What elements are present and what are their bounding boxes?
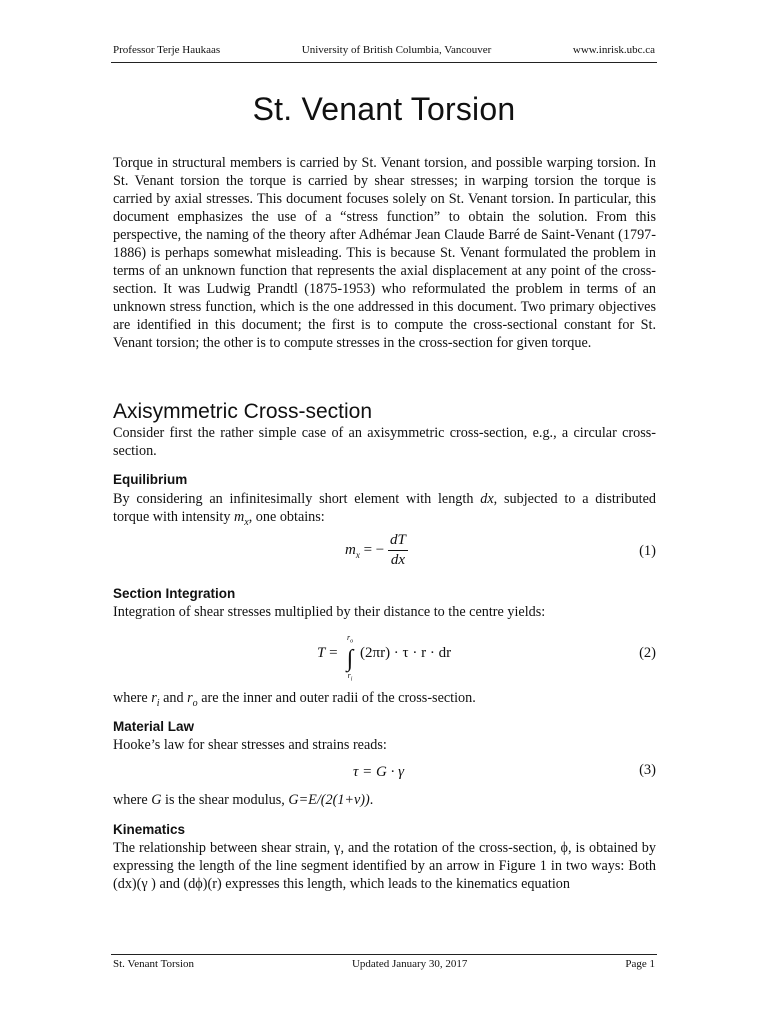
material-after-paragraph: where G is the shear modulus, G=E/(2(1+ν)). bbox=[113, 792, 374, 808]
equilibrium-paragraph: By considering an infinitesimally short element with length dx, subjected to a distributed torque with intensity $m_x$, one obtains: bbox=[113, 491, 656, 528]
page-header bbox=[113, 44, 655, 60]
integration-after-paragraph: where $r_i$ and $r_o$ are the inner and outer radii of the cross-section. bbox=[113, 690, 476, 709]
footer-rule bbox=[111, 954, 657, 955]
integration-paragraph: Integration of shear stresses multiplied by their distance to the centre yields: bbox=[113, 604, 546, 620]
kinematics-paragraph: The relationship between shear strain, γ, and the rotation of the cross-section, ϕ, is obtained by expressing the length of the line segment identified by an arrow in Figure 1 in two ways: Both (dx)(γ ) and (dϕ)(r) expresses this length, which leads to the kinematics equation bbox=[113, 840, 656, 892]
header-website: www.inrisk.ubc.ca bbox=[572, 44, 655, 56]
material-paragraph: Hooke’s law for shear stresses and strains reads: bbox=[113, 737, 387, 753]
equation-number-2: (2) bbox=[639, 645, 656, 661]
document-title: St. Venant Torsion bbox=[252, 91, 516, 127]
subheading-material-law: Material Law bbox=[113, 719, 195, 734]
header-rule bbox=[111, 62, 657, 63]
equation-number-1: (1) bbox=[639, 543, 656, 559]
subheading-kinematics: Kinematics bbox=[113, 822, 186, 837]
page-footer bbox=[113, 958, 655, 974]
axisymmetric-paragraph: Consider first the rather simple case of an axisymmetric cross-section, e.g., a circular cross-section. bbox=[113, 425, 656, 459]
header-author: Professor Terje Haukaas bbox=[113, 44, 221, 56]
integral-sign: ∫ bbox=[346, 645, 354, 672]
intro-paragraph: Torque in structural members is carried by St. Venant torsion, and possible warping torsion. In St. Venant torsion the torque is carried by shear stresses; in warping torsion the torque is carried by axial stresses. This document focuses solely on St. Venant torsion. In particular, this document emphasizes the use of a “stress function” to obtain the solution. From this perspective, the naming of the theory after Adhémar Jean Claude Barré de Saint-Venant (1797-1886) is perhaps somewhat misleading. This is because St. Venant formulated the problem in terms of an unknown function that represents the axial displacement at any point of the cross-section. It was Ludwig Prandtl (1875-1953) who reformulated the problem in terms of an unknown stress function, which is the one addressed in this document. Two primary objectives are identified in this document; the first is to compute the cross-sectional constant for St. Venant torsion; the other is to compute stresses in the cross-section for given torque. bbox=[113, 155, 656, 351]
subheading-equilibrium: Equilibrium bbox=[113, 472, 188, 487]
equation-2: T = $r_o$ ∫ $r_i$ (2πr) · τ · r · dr (2) bbox=[317, 633, 656, 683]
footer-page-number: Page 1 bbox=[625, 958, 655, 970]
equation-number-3: (3) bbox=[639, 762, 656, 778]
footer-updated: Updated January 30, 2017 bbox=[351, 958, 468, 970]
footer-doc-title: St. Venant Torsion bbox=[113, 958, 195, 970]
equation-1: $m_x$ = − $\frac{dT}{dx}$ (1) bbox=[345, 532, 656, 568]
header-university: University of British Columbia, Vancouver bbox=[301, 44, 492, 56]
section-heading-axisymmetric: Axisymmetric Cross-section bbox=[113, 400, 373, 423]
equation-3: τ = G · γ (3) bbox=[353, 762, 656, 780]
subheading-section-integration: Section Integration bbox=[113, 586, 236, 601]
